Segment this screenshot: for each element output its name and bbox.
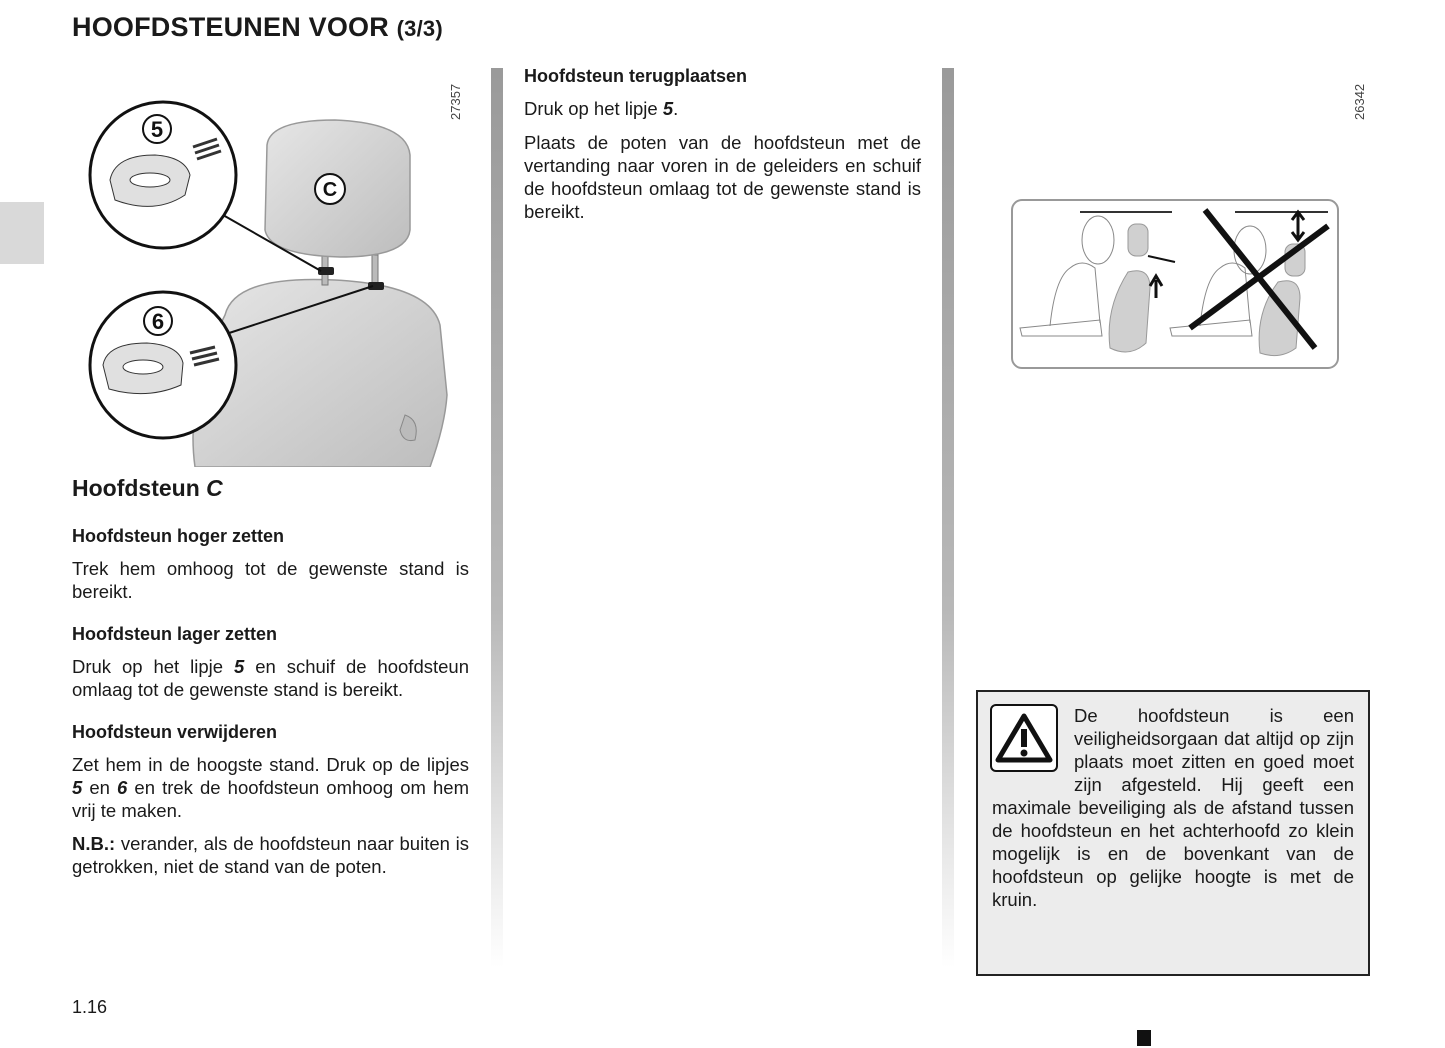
subheading-lower: Hoofdsteun lager zetten: [72, 624, 278, 644]
middle-column: [524, 66, 921, 223]
warning-triangle-icon: [990, 704, 1058, 772]
end-marker: [1137, 1030, 1151, 1046]
page-title: HOOFDSTEUNEN VOOR (3/3): [72, 12, 443, 42]
column-divider-right: [942, 68, 954, 968]
left-column: [72, 475, 469, 878]
text-raise: Trek hem omhoog tot de gewenste stand is bereikt.: [72, 558, 469, 602]
subheading-remove: Hoofdsteun verwijderen: [72, 722, 278, 742]
headrest-illustration: [85, 95, 470, 467]
page-title-suffix: (3/3): [396, 16, 443, 41]
section-heading: Hoofdsteun C: [72, 475, 223, 501]
section-tab: [0, 202, 44, 264]
column-divider-left: [491, 68, 503, 968]
page-number: 1.16: [72, 997, 108, 1017]
text-lower: Druk op het lipje 5 en schuif de hoofdsteun omlaag tot de gewenste stand is bereikt.: [72, 656, 469, 700]
text-remove: Zet hem in de hoogste stand. Druk op de lipjes 5 en 6 en trek de hoofdsteun omhoog om hem vrij te maken.: [72, 754, 469, 821]
figure-code-right: 26342: [1352, 83, 1367, 120]
head-position-diagram: [1010, 198, 1340, 370]
text-replace-1: Druk op het lipje 5.: [524, 98, 679, 119]
subheading-raise: Hoofdsteun hoger zetten: [72, 526, 284, 546]
warning-text: De hoofdsteun is een veiligheidsorgaan dat altijd op zijn plaats moet zitten en goed moet zijn afgesteld. Hij geeft een maximale beveiliging als de afstand tussen de hoofdsteun en het achterhoofd zo klein mogelijk is en de bovenkant van de hoofdsteun op gelijke hoogte is met de kruin.: [992, 705, 1354, 910]
label-5: 5: [150, 117, 164, 142]
note-text: N.B.: verander, als de hoofdsteun naar buiten is getrokken, niet de stand van de poten.: [72, 833, 469, 877]
text-replace-2: Plaats de poten van de hoofdsteun met de vertanding naar voren in de geleiders en schuif de hoofdsteun omlaag tot de gewenste stand is bereikt.: [524, 132, 921, 222]
subheading-replace: Hoofdsteun terugplaatsen: [524, 66, 748, 86]
warning-box: [976, 690, 1370, 976]
figure-code-left: 27357: [448, 83, 463, 120]
label-6: 6: [151, 309, 165, 334]
label-c: C: [322, 179, 338, 201]
